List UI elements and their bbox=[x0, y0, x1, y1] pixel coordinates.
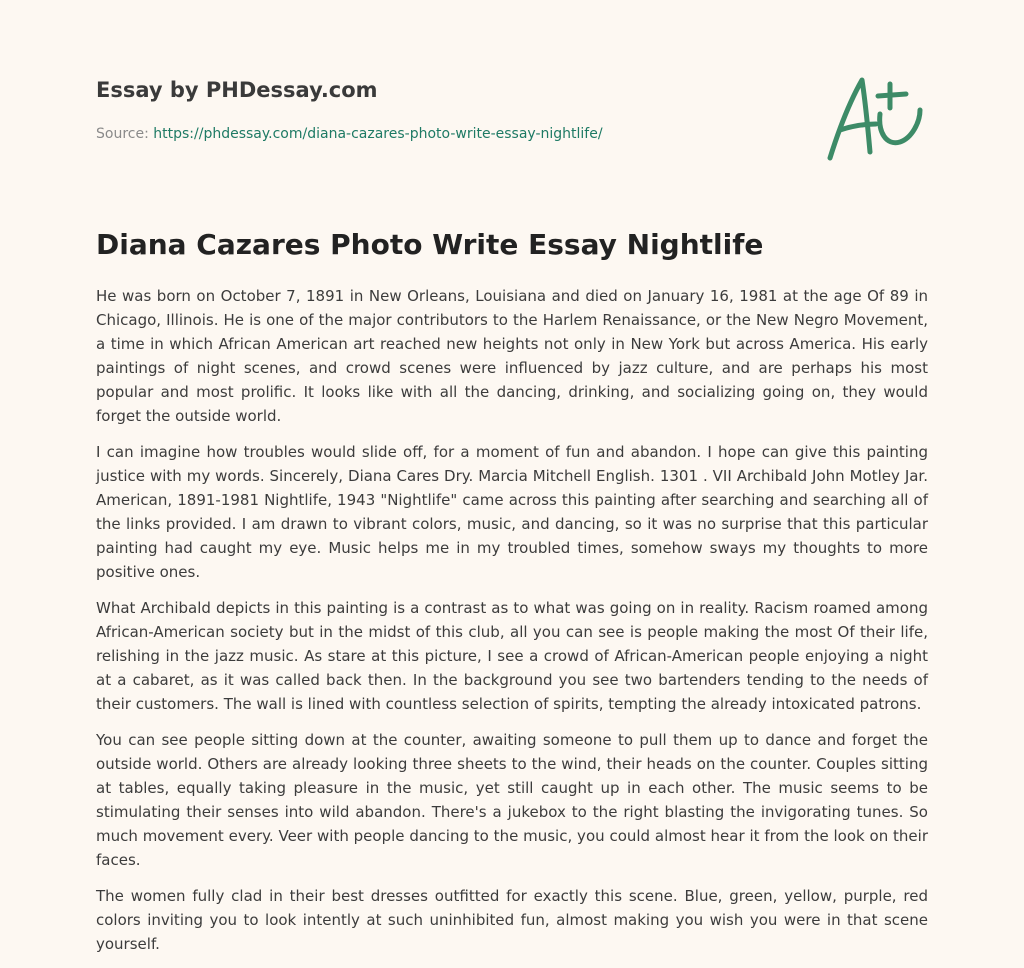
essay-paragraph: You can see people sitting down at the counter, awaiting someone to pull them up to dance and forget the outside world. Others are already looking three sheets to the wind, their heads on the counter. Couples sitting at tables, equally taking pleasure in the music, yet still caught up in each other. The music seems to be stimulating their senses into wild abandon. There's a jukebox to the right blasting the invigorating tunes. So much movement every. Veer with people dancing to the music, you could almost hear it from the look on their faces. bbox=[96, 731, 928, 869]
source-link[interactable]: https://phdessay.com/diana-cazares-photo-write-essay-nightlife/ bbox=[153, 126, 603, 142]
source-line bbox=[96, 124, 816, 144]
source-label: Source: bbox=[96, 126, 149, 142]
brand-title: Essay by PHDessay.com bbox=[96, 78, 378, 102]
essay-paragraph: What Archibald depicts in this painting is a contrast as to what was going on in reality. Racism roamed among African-American society but in the midst of this club, all you can see is people making the most Of their life, relishing in the jazz music. As stare at this picture, I see a crowd of African-American people enjoying a night at a cabaret, as it was called back then. In the background you see two bartenders tending to the needs of their customers. The wall is lined with countless selection of spirits, tempting the already intoxicated patrons. bbox=[96, 599, 928, 713]
essay-body bbox=[96, 284, 928, 968]
essay-title: Diana Cazares Photo Write Essay Nightlife bbox=[96, 228, 764, 261]
essay-paragraph: He was born on October 7, 1891 in New Orleans, Louisiana and died on January 16, 1981 at the age Of 89 in Chicago, Illinois. He is one of the major contributors to the Harlem Renaissance, or the New Negro Movement, a time in which African American art reached new heights not only in New York but across America. His early paintings of night scenes, and crowd scenes were influenced by jazz culture, and are perhaps his most popular and most prolific. It looks like with all the dancing, drinking, and socializing going on, they would forget the outside world. bbox=[96, 287, 928, 425]
essay-paragraph: The women fully clad in their best dresses outfitted for exactly this scene. Blue, green, yellow, purple, red colors inviting you to look intently at such uninhibited fun, almost making you wish you were in that scene yourself. bbox=[96, 887, 928, 953]
a-plus-grade-logo-icon bbox=[820, 66, 930, 166]
essay-paragraph: I can imagine how troubles would slide off, for a moment of fun and abandon. I hope can give this painting justice with my words. Sincerely, Diana Cares Dry. Marcia Mitchell English. 1301 . VII Archibald John Motley Jar. American, 1891-1981 Nightlife, 1943 "Nightlife" came across this painting after searching and searching all of the links provided. I am drawn to vibrant colors, music, and dancing, so it was no surprise that this particular painting had caught my eye. Music helps me in my troubled times, somehow sways my thoughts to more positive ones. bbox=[96, 443, 928, 581]
document-header bbox=[96, 76, 816, 144]
